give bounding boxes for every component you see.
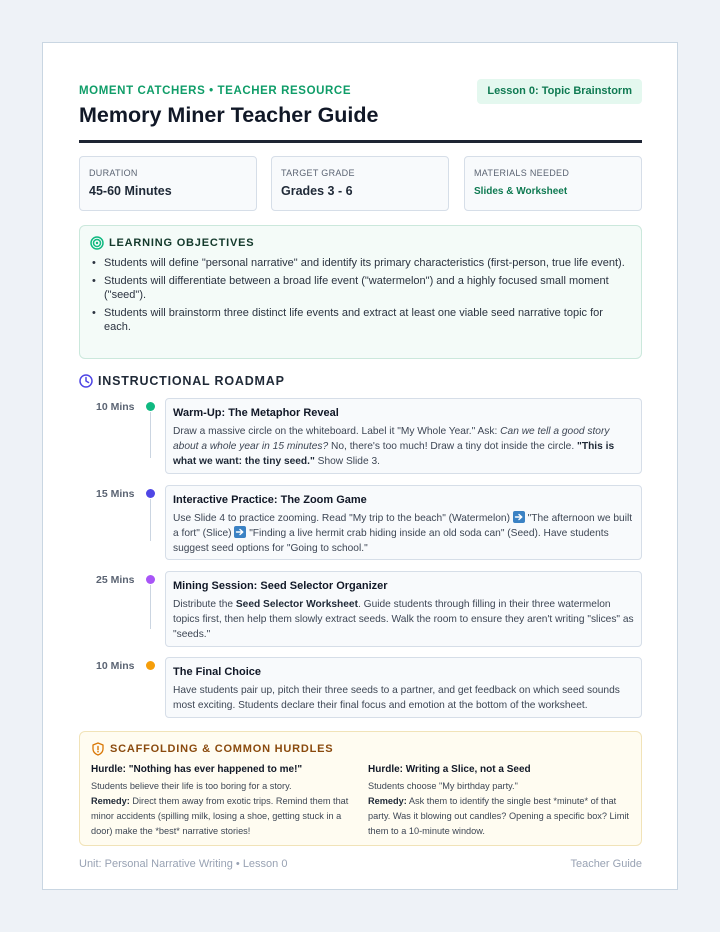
hurdle-title: Hurdle: Writing a Slice, not a Seed	[368, 764, 531, 775]
step-card	[165, 398, 642, 474]
timeline-line	[150, 412, 151, 458]
scaffolding-panel	[79, 731, 642, 846]
clock-icon	[79, 374, 93, 388]
learning-objectives	[79, 225, 642, 359]
step-time: 10 Mins	[96, 660, 135, 672]
list-item: • Students will differentiate between a broad life event ("watermelon") and a highly focused small moment ("seed").	[90, 274, 631, 302]
list-item: • Students will brainstorm three distinct life events and extract at least one viable seed narrative topic for each.	[90, 306, 631, 334]
footer-unit: Unit: Personal Narrative Writing • Lesson 0	[79, 858, 288, 870]
timeline-dot	[146, 489, 155, 498]
list-item: • Students will define "personal narrative" and identify its primary characteristics (first-person, true life event).	[90, 256, 631, 270]
right-arrow-icon	[234, 526, 246, 538]
remedy-text: Direct them away from exotic trips. Remind them that minor accidents (spilling milk, losing a shoe, getting stuck in a door) make the *best* narrative stories!	[91, 796, 349, 836]
step-text: . Guide students through filling in their three watermelon topics first, then help them slowly extract seeds. Walk the room to ensure they aren't writing "slices" as "seeds."	[173, 599, 634, 640]
step-text: Show Slide 3.	[314, 456, 380, 467]
step-description	[173, 597, 634, 642]
stat-value: 45-60 Minutes	[89, 184, 172, 198]
objectives-heading-text: LEARNING OBJECTIVES	[109, 237, 255, 249]
timeline-line	[150, 499, 151, 541]
step-text: "The afternoon we built a fort" (Slice)	[173, 513, 633, 539]
stat-target-grade	[271, 156, 449, 211]
step-text-strong: "This is what we want: the tiny seed."	[173, 441, 615, 467]
stat-label: MATERIALS NEEDED	[474, 168, 570, 178]
remedy-text: Ask them to identify the single best *minute* of that party. Was it blowing out candles? Opening a specific box? Limit them to a 10-minute window.	[368, 796, 629, 836]
step-text: Distribute the	[173, 599, 236, 610]
step-text: "Finding a live hermit crab hiding inside an old soda can" (Seed). Have students suggest seed options for "Going to school."	[173, 528, 609, 554]
hurdle-description	[368, 779, 630, 839]
remedy-label: Remedy:	[368, 796, 407, 806]
objectives-list	[90, 256, 631, 334]
page-title: Memory Miner Teacher Guide	[79, 103, 379, 127]
target-icon	[90, 236, 104, 250]
lesson-badge: Lesson 0: Topic Brainstorm	[477, 79, 642, 104]
hurdle-title: Hurdle: "Nothing has ever happened to me!"	[91, 764, 303, 775]
step-card	[165, 657, 642, 718]
remedy-label: Remedy:	[91, 796, 130, 806]
stats-row	[79, 156, 642, 211]
hurdle-card-slice-not-seed	[368, 764, 630, 839]
hurdle-card-nothing-happened	[91, 764, 353, 839]
step-text: Use Slide 4 to practice zooming. Read "My trip to the beach" (Watermelon)	[173, 513, 513, 524]
right-arrow-icon	[513, 511, 525, 523]
guide-page	[42, 42, 678, 890]
step-text: Draw a massive circle on the whiteboard. Label it "My Whole Year." Ask:	[173, 426, 501, 437]
scaffolding-heading	[91, 742, 630, 756]
page-header	[79, 79, 642, 145]
step-text-emphasis: Can we tell a good story about a whole year in 15 minutes?	[173, 426, 610, 452]
step-description	[173, 511, 634, 556]
roadmap-heading	[79, 374, 285, 388]
step-title: The Final Choice	[173, 666, 262, 678]
step-time: 10 Mins	[96, 401, 135, 413]
step-description	[173, 424, 634, 469]
hurdle-problem: Students choose "My birthday party."	[368, 781, 518, 791]
step-description: Have students pair up, pitch their three seeds to a partner, and get feedback on which seed sounds most exciting. Students declare their final focus and emotion at the bottom of the worksheet.	[173, 685, 620, 711]
step-card	[165, 571, 642, 647]
stat-label: DURATION	[89, 168, 138, 178]
step-title: Mining Session: Seed Selector Organizer	[173, 580, 388, 592]
timeline-dot	[146, 661, 155, 670]
step-text-strong: Seed Selector Worksheet	[235, 599, 358, 610]
eyebrow-label: MOMENT CATCHERS • TEACHER RESOURCE	[79, 85, 352, 97]
timeline-dot	[146, 402, 155, 411]
step-time: 25 Mins	[96, 574, 135, 586]
step-title: Warm-Up: The Metaphor Reveal	[173, 407, 339, 419]
timeline-line	[150, 585, 151, 629]
header-divider	[79, 140, 642, 143]
scaffolding-heading-text: SCAFFOLDING & COMMON HURDLES	[110, 743, 334, 755]
stat-duration	[79, 156, 257, 211]
hurdle-problem: Students believe their life is too boring for a story.	[91, 781, 292, 791]
step-text: No, there's too much! Draw a tiny dot inside the circle.	[328, 441, 578, 452]
stat-materials	[464, 156, 642, 211]
stat-value: Slides & Worksheet	[474, 186, 568, 197]
step-title: Interactive Practice: The Zoom Game	[173, 494, 367, 506]
step-time: 15 Mins	[96, 488, 135, 500]
step-card	[165, 485, 642, 560]
stat-label: TARGET GRADE	[281, 168, 355, 178]
page-footer	[79, 858, 642, 870]
hurdle-description	[91, 779, 353, 839]
footer-doc-type: Teacher Guide	[570, 858, 642, 870]
objectives-heading	[90, 236, 631, 250]
stat-value: Grades 3 - 6	[281, 184, 353, 198]
timeline-dot	[146, 575, 155, 584]
shield-alert-icon	[91, 742, 105, 756]
roadmap-heading-text: INSTRUCTIONAL ROADMAP	[98, 374, 285, 388]
